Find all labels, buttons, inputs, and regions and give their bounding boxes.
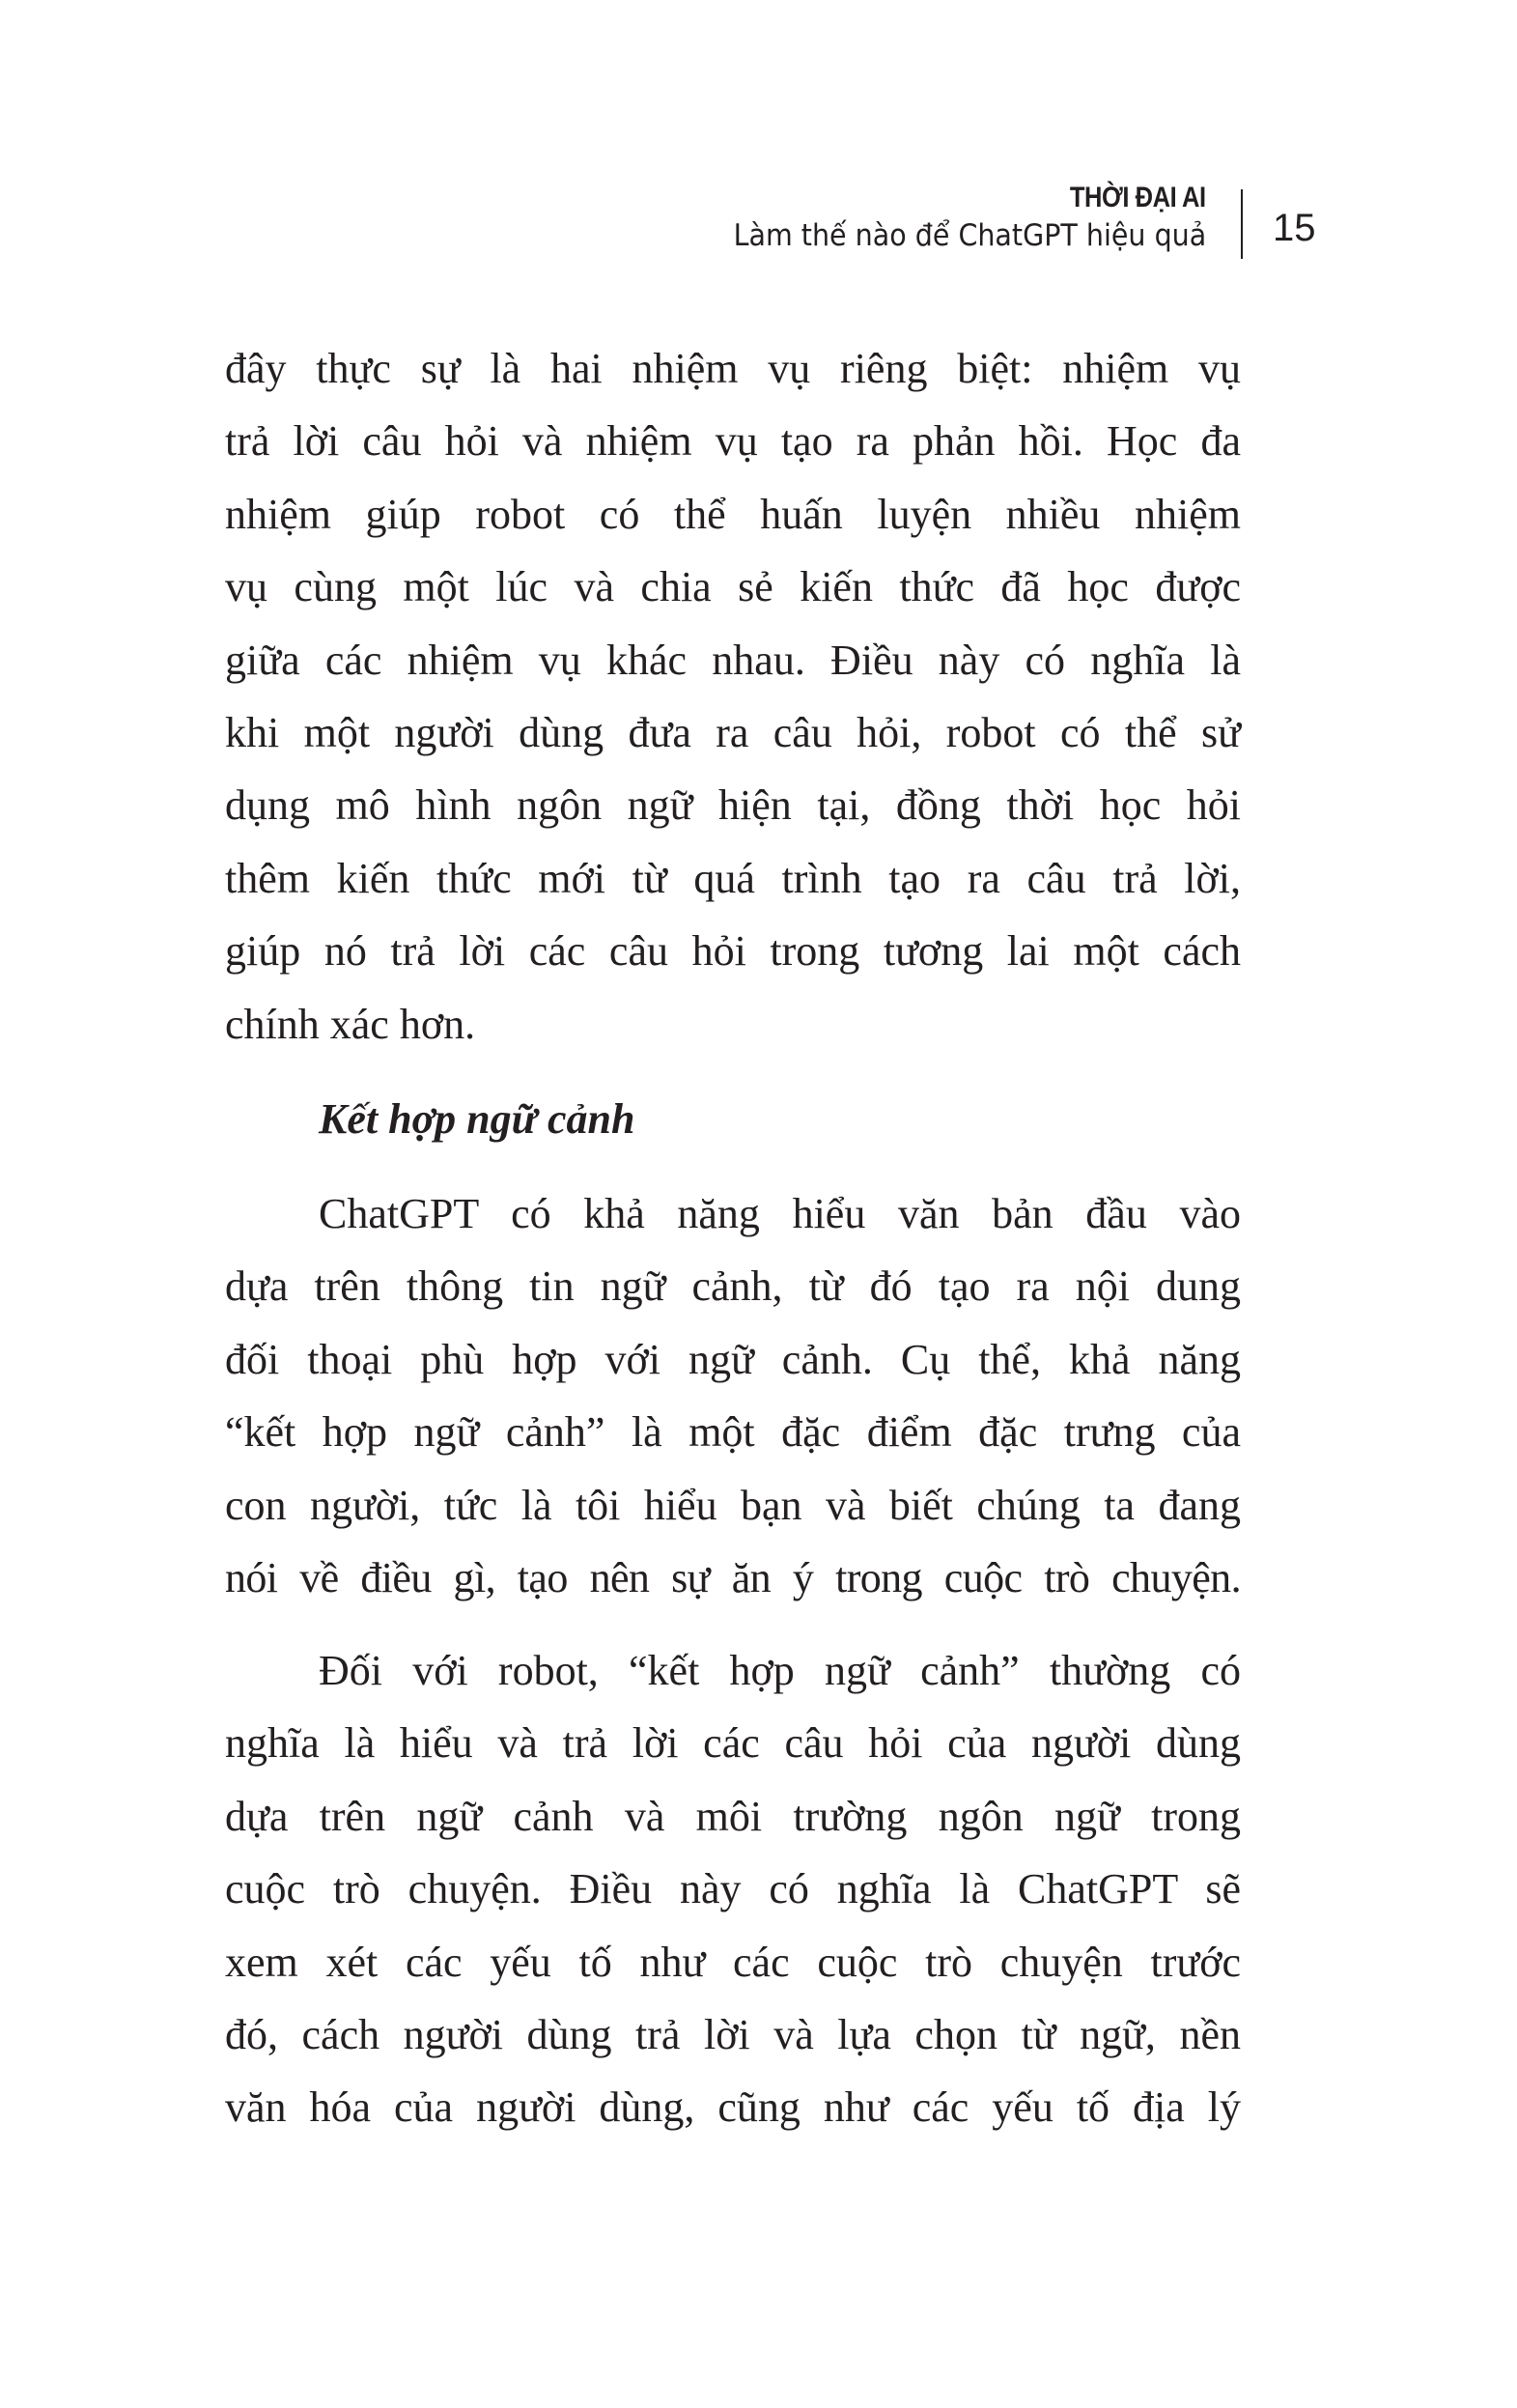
- text-line: nói về điều gì, tạo nên sự ăn ý trong cuộc trò chuyện.: [225, 1553, 1241, 1601]
- text-line: giữa các nhiệm vụ khác nhau. Điều này có nghĩa là: [225, 636, 1241, 684]
- text-line: vụ cùng một lúc và chia sẻ kiến thức đã học được: [225, 563, 1241, 611]
- text-line: giúp nó trả lời các câu hỏi trong tương lai một cách: [225, 927, 1241, 976]
- header-divider: [1241, 189, 1243, 259]
- section-heading: Kết hợp ngữ cảnh: [319, 1095, 635, 1143]
- text-line: con người, tức là tôi hiểu bạn và biết chúng ta đang: [225, 1481, 1241, 1529]
- text-line: cuộc trò chuyện. Điều này có nghĩa là ChatGPT sẽ: [225, 1865, 1241, 1913]
- text-line: Đối với robot, “kết hợp ngữ cảnh” thường có: [319, 1647, 1241, 1694]
- text-line: chính xác hơn.: [225, 1000, 476, 1048]
- text-line: nghĩa là hiểu và trả lời các câu hỏi của người dùng: [225, 1719, 1241, 1768]
- text-line: đối thoại phù hợp với ngữ cảnh. Cụ thể, khả năng: [225, 1335, 1241, 1383]
- text-line: khi một người dùng đưa ra câu hỏi, robot có thể sử: [225, 708, 1241, 756]
- text-line: “kết hợp ngữ cảnh” là một đặc điểm đặc trưng của: [225, 1408, 1241, 1457]
- chapter-title: Làm thế nào để ChatGPT hiệu quả: [733, 218, 1206, 253]
- section-heading-block: [225, 1083, 1241, 1155]
- paragraph-2: [225, 1177, 1241, 1614]
- text-line: dựa trên ngữ cảnh và môi trường ngôn ngữ trong: [225, 1792, 1241, 1840]
- text-line: thêm kiến thức mới từ quá trình tạo ra câu trả lời,: [225, 854, 1241, 902]
- text-line: đây thực sự là hai nhiệm vụ riêng biệt: nhiệm vụ: [225, 345, 1241, 392]
- paragraph-3: [225, 1634, 1241, 2144]
- page-number: 15: [1273, 207, 1316, 249]
- paragraph-1: [225, 332, 1241, 1061]
- text-line: dụng mô hình ngôn ngữ hiện tại, đồng thời học hỏi: [225, 781, 1241, 830]
- text-line: xem xét các yếu tố như các cuộc trò chuyện trước: [225, 1938, 1241, 1986]
- text-line: ChatGPT có khả năng hiểu văn bản đầu vào: [319, 1190, 1241, 1237]
- text-line: văn hóa của người dùng, cũng như các yếu tố địa lý: [225, 2083, 1241, 2132]
- book-title: THỜI ĐẠI AI: [1070, 182, 1206, 213]
- text-line: đó, cách người dùng trả lời và lựa chọn từ ngữ, nền: [225, 2010, 1241, 2058]
- text-line: nhiệm giúp robot có thể huấn luyện nhiều nhiệm: [225, 490, 1241, 538]
- text-line: trả lời câu hỏi và nhiệm vụ tạo ra phản hồi. Học đa: [225, 417, 1241, 466]
- text-line: dựa trên thông tin ngữ cảnh, từ đó tạo ra nội dung: [225, 1262, 1241, 1311]
